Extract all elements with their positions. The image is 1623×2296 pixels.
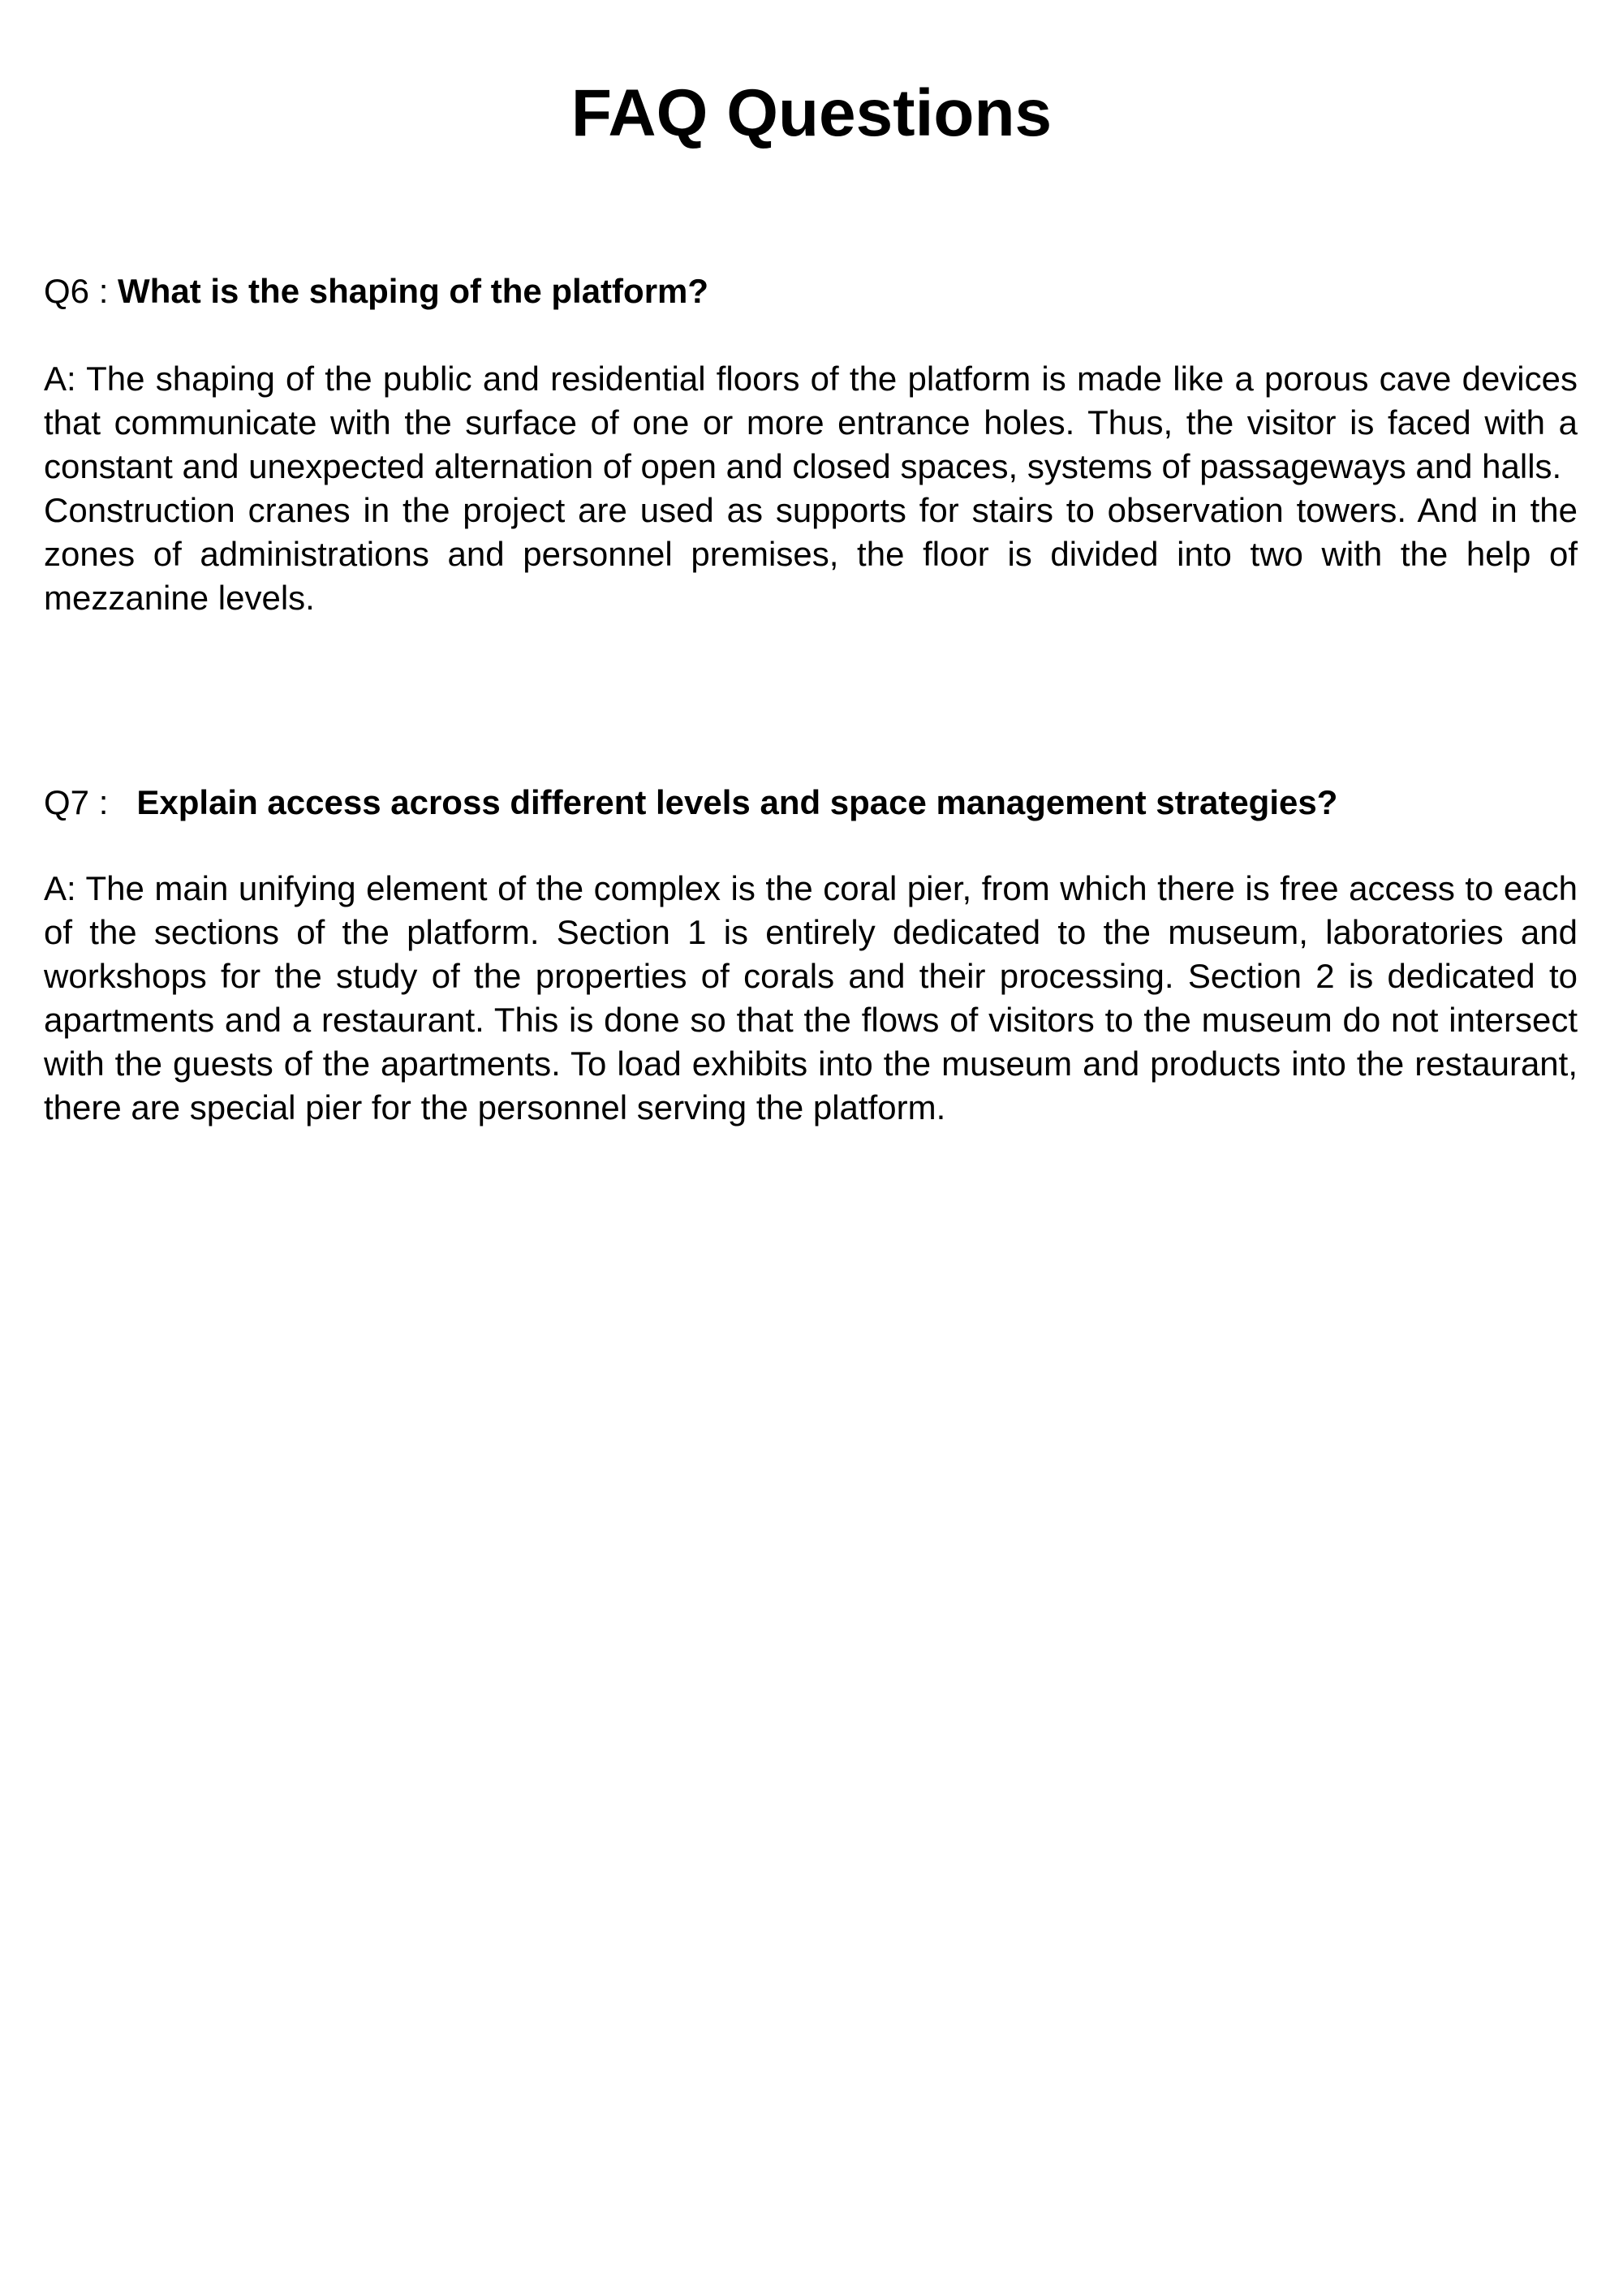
- answer-paragraph: Construction cranes in the project are used as supports for stairs to observation towers. And in the zones of administrations and personnel premises, the floor is divided into two with the help of mezzanine levels.: [44, 491, 1578, 617]
- answer-paragraph: A: The shaping of the public and residential floors of the platform is made like a porous cave devices that communicate with the surface of one or more entrance holes. Thus, the visitor is faced with a constant and unexpected alternation of open and closed spaces, systems of passageways and halls.: [44, 360, 1578, 485]
- faq-answer-q6: [44, 357, 1578, 620]
- faq-question-q6: [44, 269, 1578, 313]
- question-label: Q7 :: [44, 783, 137, 821]
- answer-paragraph: A: The main unifying element of the complex is the coral pier, from which there is free access to each of the sections of the platform. Section 1 is entirely dedicated to the museum, laboratories and workshops for the study of the properties of corals and their processing. Section 2 is dedicated to apartments and a restaurant. This is done so that the flows of visitors to the museum do not intersect with the guests of the apartments. To load exhibits into the museum and products into the restaurant, there are special pier for the personnel serving the platform.: [44, 869, 1578, 1126]
- page-title: FAQ Questions: [570, 76, 1053, 150]
- question-text: What is the shaping of the platform?: [118, 272, 709, 310]
- question-label: Q6 :: [44, 272, 118, 310]
- question-text: Explain access across different levels and space management strategies?: [136, 783, 1338, 821]
- faq-question-q7: [44, 781, 1578, 825]
- faq-answer-q7: [44, 867, 1578, 1130]
